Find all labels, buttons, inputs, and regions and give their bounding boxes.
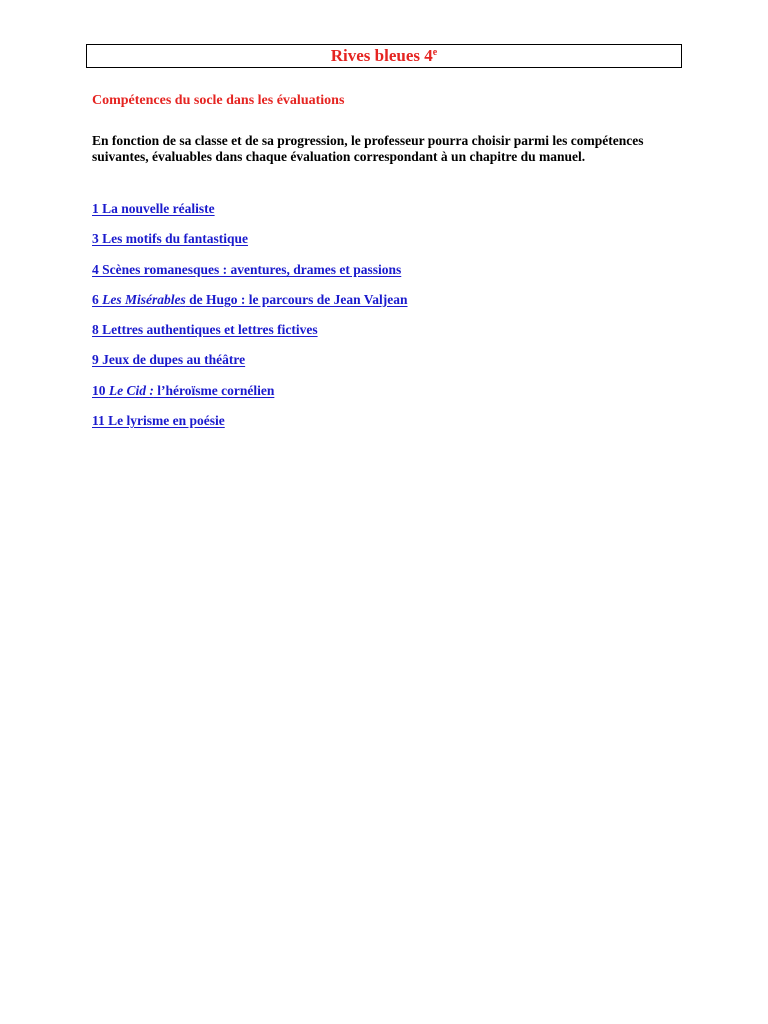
chapter-link-9[interactable]: 9 Jeux de dupes au théâtre xyxy=(92,352,246,368)
chapter-link-1[interactable]: 1 La nouvelle réaliste xyxy=(92,201,215,216)
list-item xyxy=(92,262,408,292)
chapter-link-10[interactable]: 10 Le Cid : l’héroïsme cornélien xyxy=(92,382,275,398)
list-item xyxy=(92,322,408,352)
chapter-link-11[interactable]: 11 Le lyrisme en poésie xyxy=(92,413,225,429)
list-item xyxy=(92,292,408,322)
intro-paragraph: En fonction de sa classe et de sa progression, le professeur pourra choisir parmi les compétences suivantes, évaluables dans chaque évaluation correspondant à un chapitre du manuel. xyxy=(92,133,644,164)
chapter-link-6[interactable]: 6 Les Misérables de Hugo : le parcours de Jean Valjean xyxy=(92,291,408,307)
list-item xyxy=(92,413,408,443)
page-title: Rives bleues 4 xyxy=(330,46,433,65)
list-item xyxy=(92,383,408,413)
section-heading: Compétences du socle dans les évaluations xyxy=(92,93,345,108)
chapter-link-3[interactable]: 3 Les motifs du fantastique xyxy=(92,231,249,247)
chapter-link-4[interactable]: 4 Scènes romanesques : aventures, drames et passions xyxy=(92,261,402,277)
title-box xyxy=(86,44,682,68)
chapter-link-list xyxy=(92,201,408,443)
list-item xyxy=(92,201,408,231)
list-item xyxy=(92,231,408,261)
list-item xyxy=(92,352,408,382)
chapter-link-8[interactable]: 8 Lettres authentiques et lettres fictives xyxy=(92,322,318,338)
title-superscript: e xyxy=(432,47,438,58)
